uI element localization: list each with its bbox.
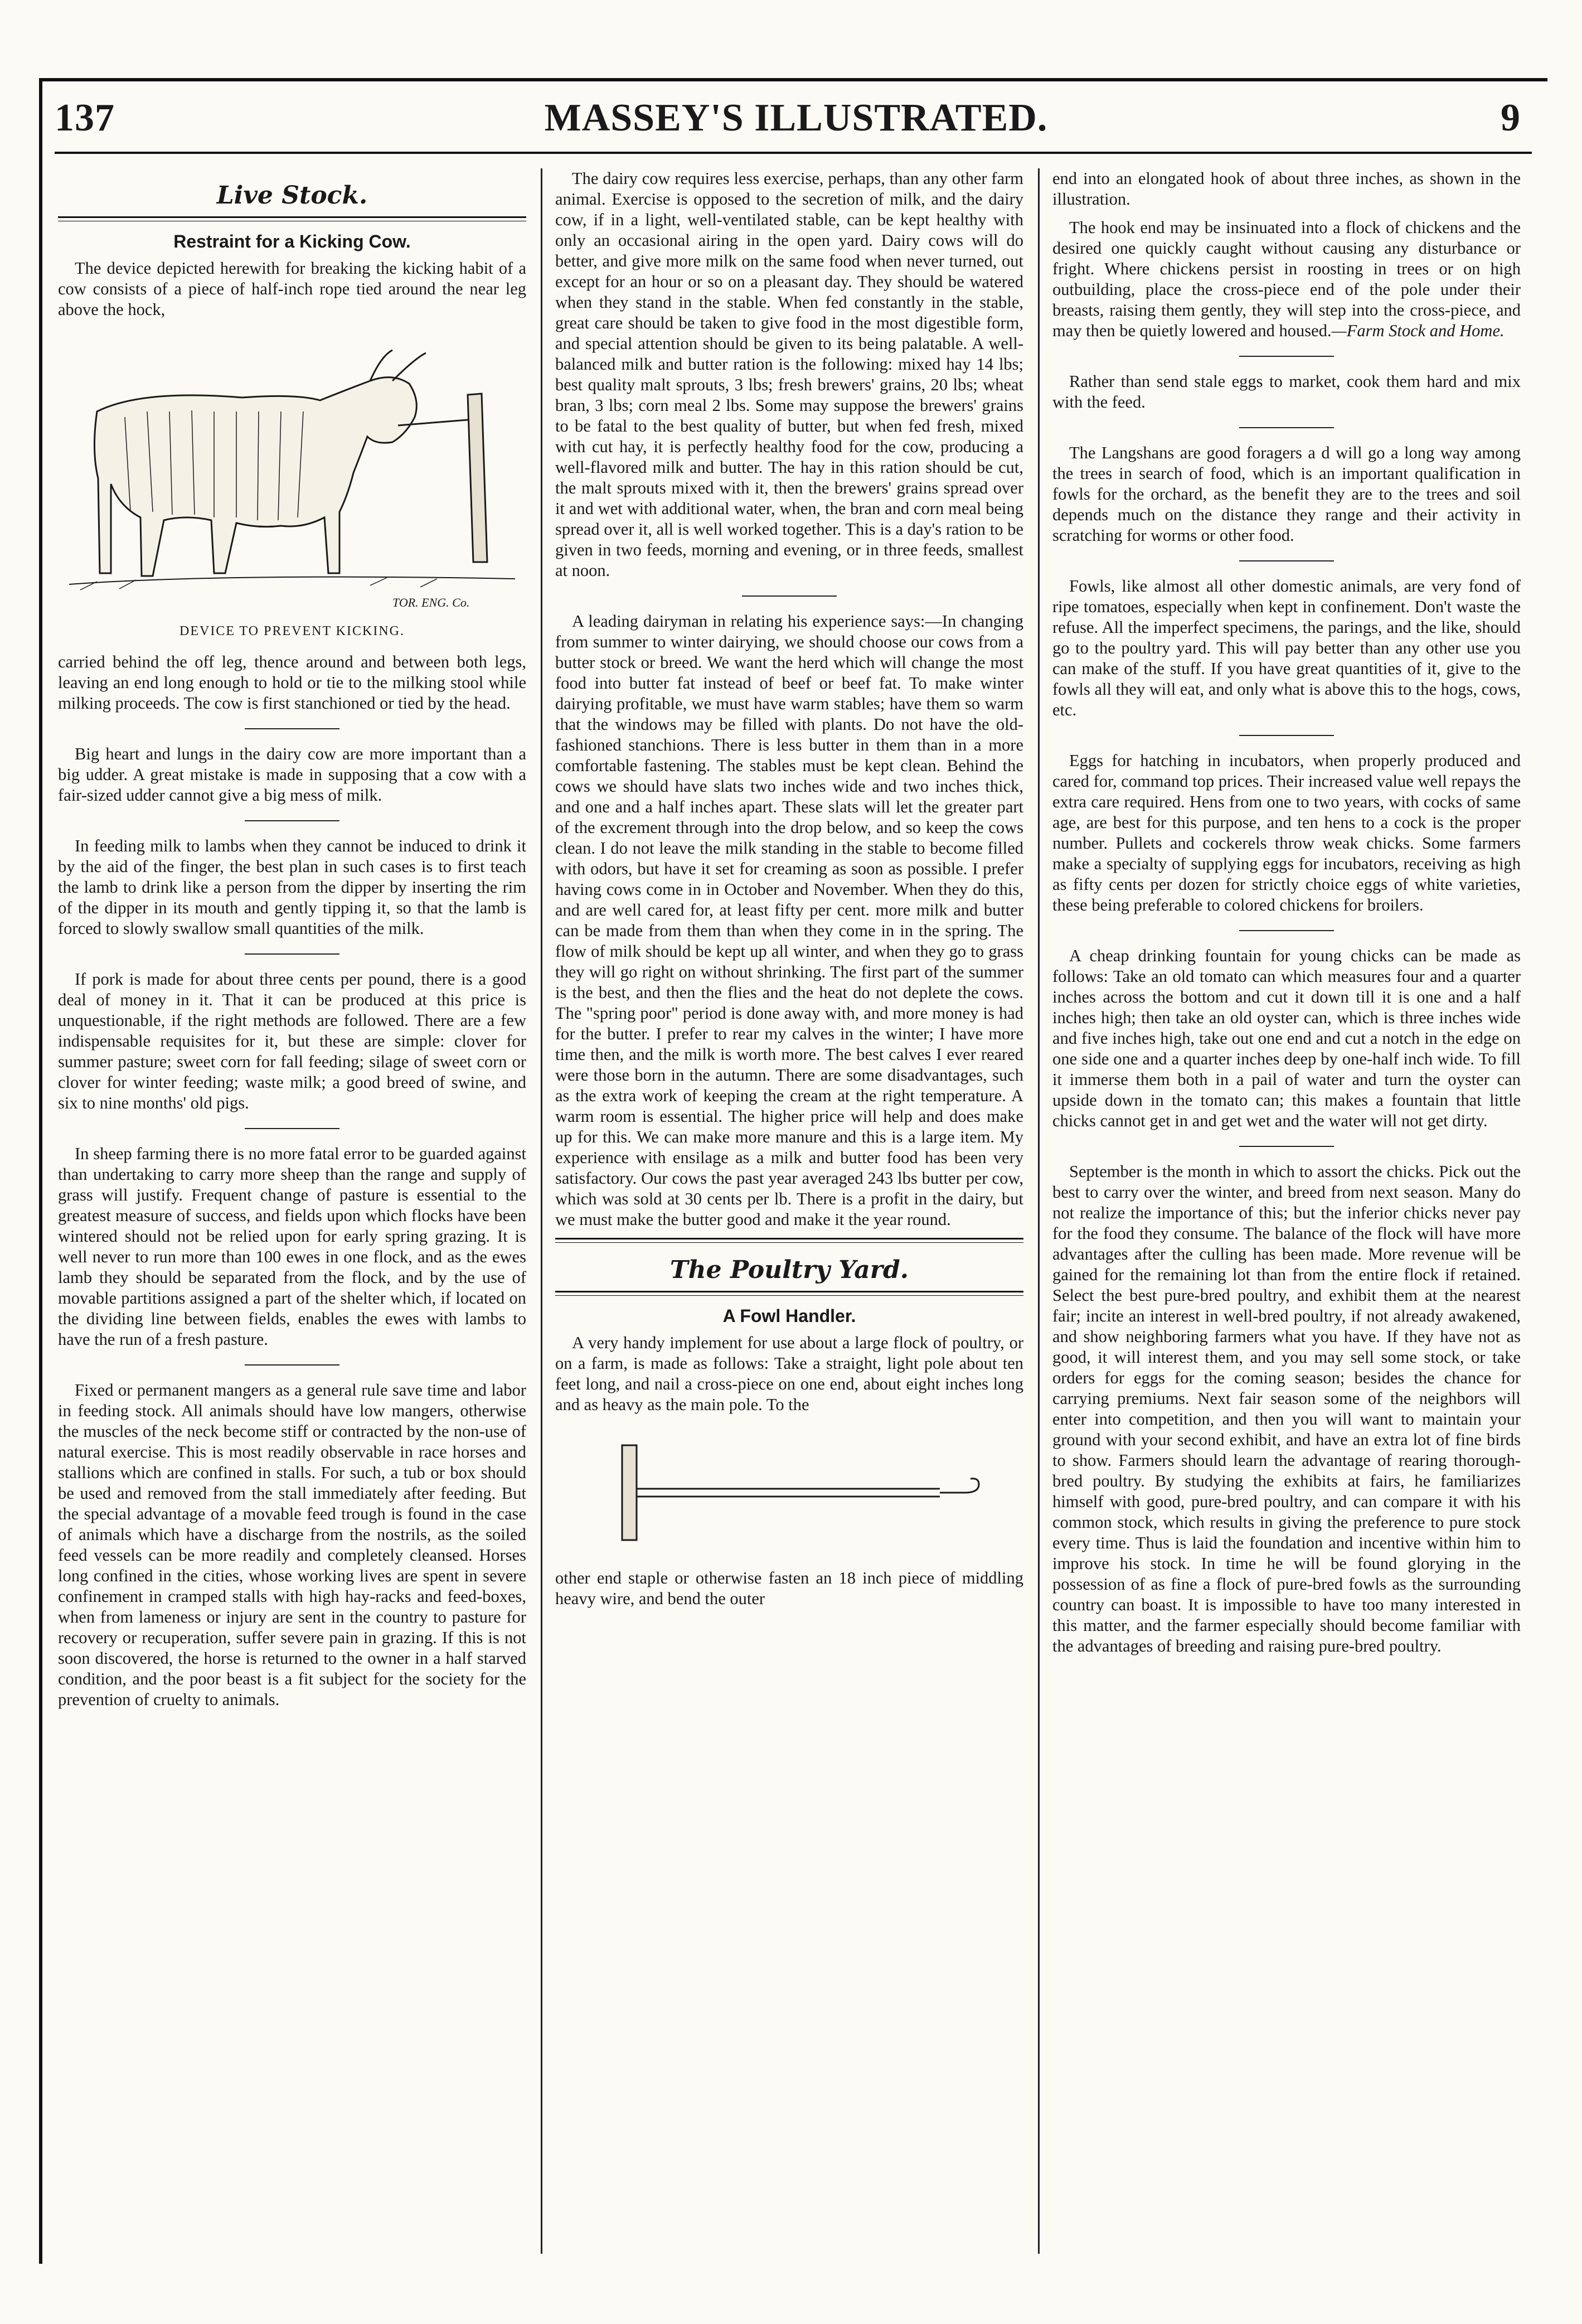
paragraph-big-heart: Big heart and lungs in the dairy cow are more important than a big udder. A great mistake is made in supposing that a cow with a fair-sized udder cannot give a big mess of milk. [58, 744, 526, 805]
paragraph-feeding-milk: In feeding milk to lambs when they cannot be induced to drink it by the aid of the finger, the best plan in such cases is to first teach the lamb to drink like a person from the dipper by inserting the rim of the dipper in its mouth and gently tipping it, so that the lamb is forced to slowly swallow small quantities of the milk. [58, 836, 526, 938]
paragraph-fowl-handler: A very handy implement for use about a large flock of poultry, or on a farm, is made as follows: Take a straight, light pole about ten feet long, and nail a cross-piece on one end, about eight inches long and as heavy as the main pole. To the [555, 1333, 1023, 1414]
top-border [39, 78, 1547, 81]
cow-illustration [58, 328, 526, 618]
separator [245, 1364, 339, 1366]
fowl-handler-text: The hook end may be insinuated into a flock of chickens and the desired one quickly caught without causing any disturbance or fright. Where chickens persist in roosting in trees or on high outbuilding, place the cross-piece end of the pole under their breasts, raising them gently, they will step into the cross-piece, and may then be quietly lowered and housed. [1052, 218, 1521, 340]
column-1 [58, 168, 526, 2248]
section-title-live-stock: Live Stock. [216, 181, 368, 210]
header-rule [55, 152, 1532, 154]
paragraph-sheep: In sheep farming there is no more fatal error to be guarded against than undertaking to carry more sheep than the range and supply of grass will justify. Frequent change of pasture is essential to the greatest measure of success, and fields upon which flocks have been wintered should not be relied upon for early spring grazing. It is well never to run more than 100 ewes in one flock, and as the ewes lamb they should be separated from the flock, and by the use of movable partitions assigned a part of the shelter which, if located on the dividing line between fields, enables the ewes with lambs to have the run of a fresh pasture. [58, 1144, 526, 1349]
separator [245, 1128, 339, 1129]
paragraph-stale-eggs: Rather than send stale eggs to market, cook them hard and mix with the feed. [1052, 372, 1521, 411]
paragraph-fowl-handler [1052, 217, 1521, 341]
separator [245, 728, 339, 729]
page-number: 137 [55, 96, 115, 139]
column-2 [555, 168, 1023, 2248]
paragraph-pork: If pork is made for about three cents per pound, there is a good deal of money in it. That it can be produced at this price is unquestionable, if the right methods are followed. There are a few indispensable requisites for it, but these are simple: clover for summer pasture; sweet corn for fall feeding; silage of sweet corn or clover for winter feeding; waste milk; a good breed of swine, and six to nine months' old pigs. [58, 970, 526, 1112]
paragraph-leading-dairyman: A leading dairyman in relating his experience says:—In changing from summer to winter dairying, we should choose our cows from a butter stock or breed. We want the herd which will change the most food into butter fat instead of beef or beef fat. To make winter dairying profitable, we must have warm stables; have them so warm that the windows may be filled with plants. Do not have the old-fashioned stanchions. There is less butter in them than in a more comfortable fastening. The stables must be kept clean. Behind the cows we should have slats two inches wide and two inches thick, and one and a half inches apart. These slats will let the greater part of the excrement through into the drop below, and so keep the cows clean. I do not leave the milk standing in the stable to become filled with odors, but have it set for creaming as soon as possible. I prefer having cows come in in October and November. When they do this, and are well cared for, at least fifty per cent. more milk and butter can be made from them than when they come in in the spring. The flow of milk should be kept up all winter, and when they go to grass they will go right on without shrinking. The first part of the summer is the best, and then the flies and the heat do not deplete the cows. The "spring poor" period is done away with, and more money is had for the butter. I prefer to rear my calves in the winter; I have more time then, and the milk is worth more. The best calves I ever reared were those born in the autumn. There are some disadvantages, such as the extra work of keeping the cream at the right temperature. A warm room is essential. The higher price will help and does make up for this. We can make more manure and this is a large item. My experience with ensilage as a milk and butter food has been very satisfactory. Our cows the past year averaged 243 lbs butter per cow, which was sold at 30 cents per lb. There is a profit in the dairy, but we must make the butter good and make it the year round. [555, 612, 1023, 1229]
paragraph-langshans: The Langshans are good foragers a d will go a long way among the trees in search of food, which is an important qualification in fowls for the orchard, as the benefit they are to the trees and soil depends much on the distance they range and their activity in scratching for worms or other food. [1052, 443, 1521, 545]
section-rule [555, 1291, 1023, 1296]
separator [245, 820, 339, 821]
separator [1239, 1146, 1334, 1147]
separator [1239, 560, 1334, 561]
article-paragraph: carried behind the off leg, thence around and between both legs, leaving an end long enough to hold or tie to the milking stool while milking proceeds. The cow is first stanchioned or tied by the head. [58, 652, 526, 713]
paragraph-dairy-cow: The dairy cow requires less exercise, perhaps, than any other farm animal. Exercise is opposed to the secretion of milk, and the dairy cow, if in a light, well-ventilated stable, can be kept healthy with only an occasional airing in the open yard. Dairy cows will do better, and give more milk on the same food when never turned, out except for an hour or so on a pleasant day. They should be watered when they stand in the stable. When fed constantly in the stable, great care should be taken to give food in the most digestible form, and special attention should be given to its being palatable. A well-balanced milk and butter ration is the following: mixed hay 14 lbs; best quality malt sprouts, 3 lbs; fresh brewers' grains, 20 lbs; wheat bran, 3 lbs; corn meal 2 lbs. Some may suppose the brewers' grains to be fatal to the best quality of butter, but when fed fresh, mixed with cut hay, it is perfectly healthy food for the cow, producing a well-flavored milk and butter. The hay in this ration should be cut, the malt sprouts mixed with it, then the brewers' grains spread over it and wet with additional water, when, the bran and corn meal being spread over it, all is well worked together. This is a day's ration to be given in two feeds, morning and evening, or in three feeds, smallest at noon. [555, 169, 1023, 580]
separator [742, 595, 837, 597]
masthead [55, 90, 1537, 157]
fowl-handler-illustration [555, 1423, 1023, 1562]
paragraph-drinking-fountain: A cheap drinking fountain for young chicks can be made as follows: Take an old tomato can which measures four and a quarter inches across the bottom and cut it down till it is one and a half inches high; then take an old oyster can, which is three inches wide and five inches high, take out one end and cut a notch in the edge on one side one and a quarter inches deep by one-half inch wide. To fill it immerse them both in a pail of water and turn the oyster can upside down in the tomato can; this makes a fountain that little chicks cannot get in and get wet and the water will not get dirty. [1052, 946, 1521, 1130]
publication-title: MASSEY'S ILLUSTRATED. [544, 96, 1048, 139]
paragraph-fowl-handler: end into an elongated hook of about three inches, as shown in the illustration. [1052, 169, 1521, 209]
source-credit: —Farm Stock and Home. [1331, 321, 1505, 340]
paragraph-incubator-eggs: Eggs for hatching in incubators, when properly produced and cared for, command top prices. Their increased value well repays the extra care required. Hens from one to two years, with cocks of same age, are best for this purpose, and ten hens to a cock is the proper number. Pullets and cockerels throw weak chicks. Some farmers make a specialty of supplying eggs for incubators, receiving as high as fifty cents per dozen for strictly choice eggs of white varieties, these being preferable to colored chickens for broilers. [1052, 751, 1521, 914]
column-3 [1052, 168, 1521, 2248]
paragraph-mangers: Fixed or permanent mangers as a general rule save time and labor in feeding stock. All animals should have low mangers, otherwise the muscles of the neck become stiff or contracted by the non-use of natural exercise. This is most readily observable in race horses and stallions which are confined in stalls. For such, a tub or box should be used and removed from the stall immediately after feeding. But the special advantage of a movable feed trough is found in the case of animals which have a discharge from the nostrils, as the soiled feed vessels can be more readily and completely cleansed. Horses long confined in the cities, whose working lives are spent in severe confinement in cramped stalls with high hay-racks and feed-boxes, when from lameness or injury are sent in the country to pasture for recovery or recuperation, suffer severe pain in grazing. If this is not soon discovered, the horse is returned to the owner in a half starved condition, and the poor beast is a fit subject for the society for the prevention of cruelty to animals. [58, 1381, 526, 1709]
section-title-poultry-yard: The Poultry Yard. [669, 1256, 909, 1284]
paragraph-september: September is the month in which to assort the chicks. Pick out the best to carry over the winter, and breed from next season. Many do not realize the importance of this; but the inferior chicks never pay for the food they consume. The balance of the flock will have more advantages after the culling has been made. More revenue will be gained for the remaining lot than from the entire flock if retained. Select the best pure-bred poultry, and exhibit them at the nearest fair; incite an interest in well-bred poultry, if not already awakened, and show neighboring farmers what you have. If they have not as good, it will interest them, and you may sell some stock, or take orders for eggs for the coming season; besides the chance for carrying premiums. Next fair season some of the neighbors will enter into competition, and then you will want to maintain your ground with your second exhibit, and have an extra lot of fine birds to show. Farmers should learn the advantage of rearing thorough-bred poultry. By studying the exhibits at fairs, he familiarizes himself with good, pure-bred poultry, and can compare it with his common stock, which results in giving the preference to pure stock every time. Thus is laid the foundation and incentive within him to improve his stock. In time he will be found glorying in the possession of as fine a flock of pure-bred fowls as the surrounding country can boast. It is impossible to have too many interested in this matter, and the farmer especially should become familiar with the advantages of breeding and raising pure-bred poultry. [1052, 1162, 1521, 1655]
engraver-signature: TOR. ENG. Co. [392, 595, 470, 609]
paragraph-fowls-tomatoes: Fowls, like almost all other domestic animals, are very fond of ripe tomatoes, especially when kept in confinement. Don't waste the refuse. All the imperfect specimens, the parings, and the like, should go to the poultry yard. This will pay better than any other use you can make of the stuff. If you have great quantities of it, give to the fowls all they will eat, and only what is above this to the hogs, cows, etc. [1052, 577, 1521, 719]
article-paragraph: The device depicted herewith for breaking the kicking habit of a cow consists of a piece of half-inch rope tied around the near leg above the hock, [58, 259, 526, 319]
figure-caption: DEVICE TO PREVENT KICKING. [179, 624, 405, 638]
issue-number: 9 [1501, 96, 1521, 139]
article-title-fowl-handler: A Fowl Handler. [722, 1306, 856, 1326]
article-title-kicking-cow: Restraint for a Kicking Cow. [173, 231, 411, 251]
section-rule [58, 216, 526, 221]
column-divider [1038, 168, 1040, 2254]
separator [1239, 356, 1334, 357]
newspaper-page [39, 78, 1547, 2264]
paragraph-fowl-handler: other end staple or otherwise fasten an 18 inch piece of middling heavy wire, and bend the outer [555, 1568, 1023, 1608]
section-rule [555, 1238, 1023, 1243]
separator [1239, 930, 1334, 931]
separator [245, 953, 339, 955]
separator [1239, 427, 1334, 428]
column-divider [541, 168, 542, 2254]
separator [1239, 735, 1334, 736]
